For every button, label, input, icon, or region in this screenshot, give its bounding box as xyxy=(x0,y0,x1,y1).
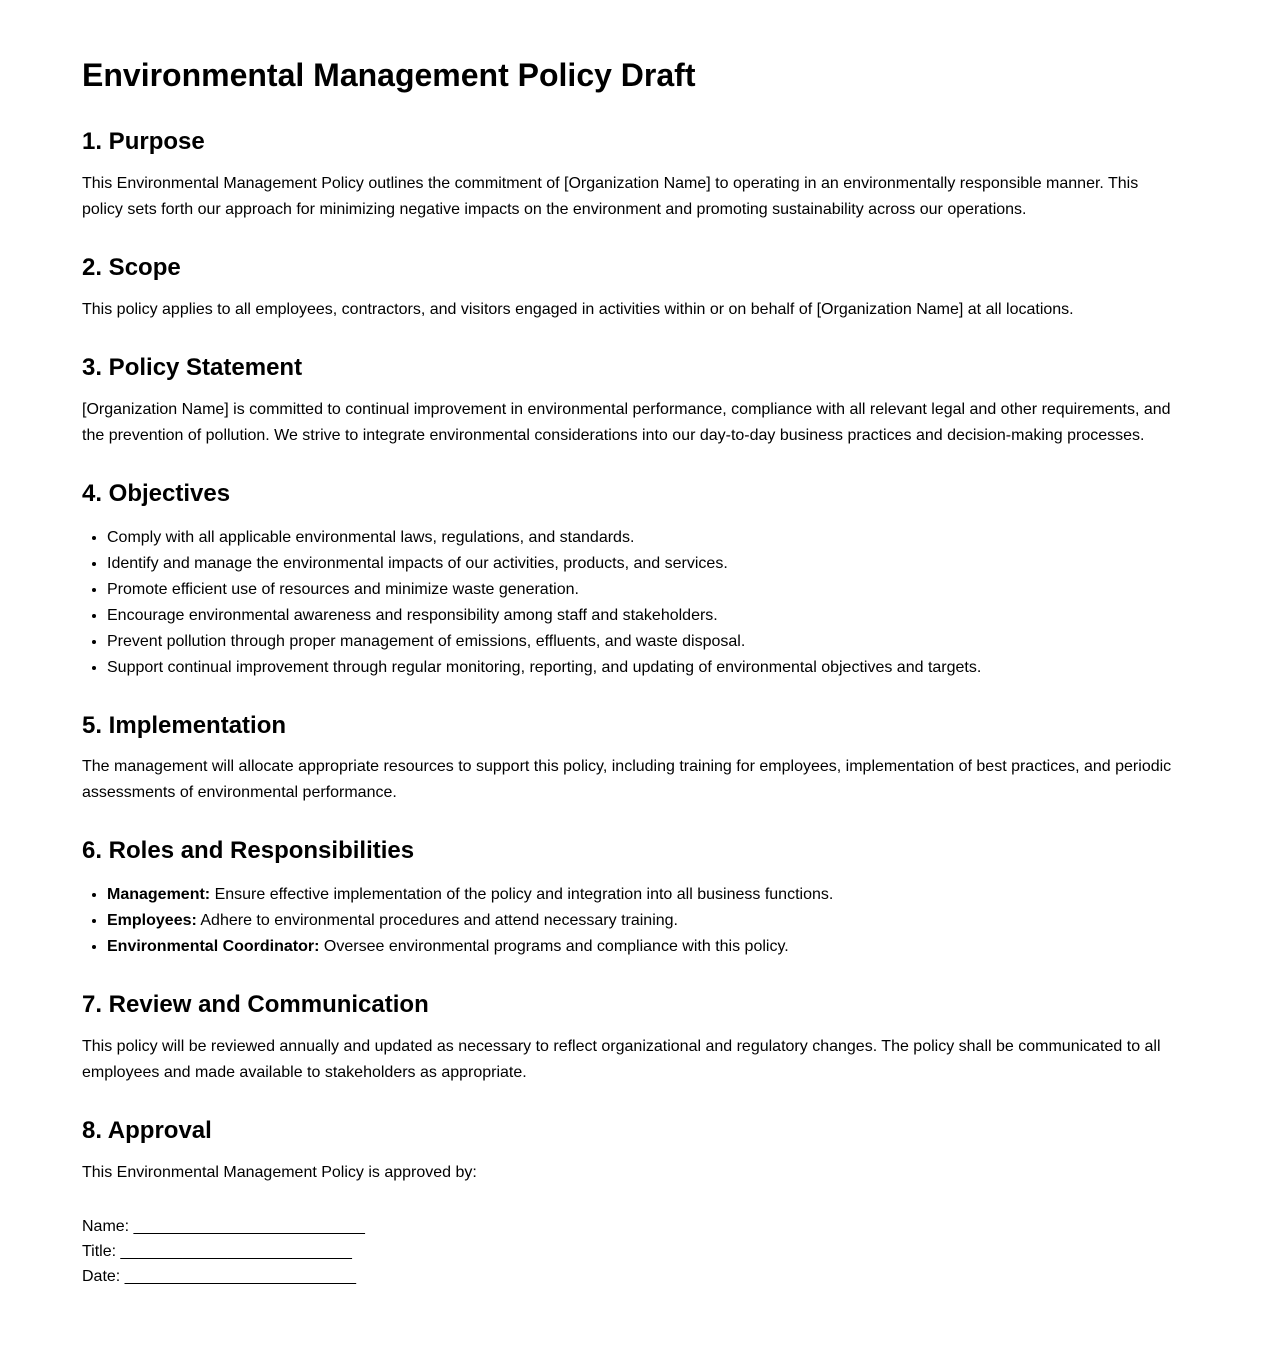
objectives-list-item: • Prevent pollution through proper management of emissions, effluents, and waste disposal. xyxy=(107,629,1180,655)
section-scope-heading: 2. Scope xyxy=(82,254,181,282)
role-label: Environmental Coordinator: xyxy=(107,938,320,956)
section-roles xyxy=(82,837,1180,960)
objectives-list-item: • Support continual improvement through regular monitoring, reporting, and updating of environmental objectives and targets. xyxy=(107,655,1180,681)
roles-list-item xyxy=(107,908,1180,934)
signature-line-name xyxy=(82,1214,1180,1239)
section-approval-heading: 8. Approval xyxy=(82,1116,212,1144)
objectives-list-item: • Comply with all applicable environmental laws, regulations, and standards. xyxy=(107,525,1180,551)
signature-label-date: Date: xyxy=(82,1267,125,1285)
role-label: Management: xyxy=(107,886,211,904)
section-objectives-heading: 4. Objectives xyxy=(82,479,231,507)
signature-label-name: Name: xyxy=(82,1217,134,1235)
section-review-paragraph: This policy will be reviewed annually and updated as necessary to reflect organizational and regulatory changes. The policy shall be communicated to all employees and made available to stakeholders as appropriate. xyxy=(82,1037,1161,1081)
signature-block xyxy=(82,1214,1180,1289)
section-approval-paragraph: This Environmental Management Policy is approved by: xyxy=(82,1163,477,1181)
signature-line-title xyxy=(82,1239,1180,1264)
roles-list xyxy=(82,882,1180,960)
document-title: Environmental Management Policy Draft xyxy=(82,57,696,93)
section-scope xyxy=(82,254,1180,323)
section-scope-paragraph: This policy applies to all employees, contractors, and visitors engaged in activities within or on behalf of [Organization Name] at all locations. xyxy=(82,300,1074,318)
section-purpose-paragraph: This Environmental Management Policy outlines the commitment of [Organization Name] to operating in an environmentally responsible manner. This policy sets forth our approach for minimizing negative impacts on the environment and promoting sustainability across our operations. xyxy=(82,175,1139,219)
section-implementation-heading: 5. Implementation xyxy=(82,711,287,739)
role-label: Employees: xyxy=(107,912,197,930)
section-roles-heading: 6. Roles and Responsibilities xyxy=(82,837,415,865)
section-policy-statement-paragraph: [Organization Name] is committed to continual improvement in environmental performance, compliance with all relevant legal and other requirements, and the prevention of pollution. We strive to integrate environmental considerations into our day-to-day business practices and decision-making processes. xyxy=(82,400,1171,444)
signature-underline-name: __________________________ xyxy=(133,1217,365,1235)
signature-underline-title: __________________________ xyxy=(120,1242,352,1260)
objectives-list-item: • Identify and manage the environmental impacts of our activities, products, and services. xyxy=(107,551,1180,577)
section-implementation-paragraph: The management will allocate appropriate resources to support this policy, including training for employees, implementation of best practices, and periodic assessments of environmental performance. xyxy=(82,758,1172,802)
objectives-list-item: • Promote efficient use of resources and minimize waste generation. xyxy=(107,577,1180,603)
objectives-list xyxy=(82,525,1180,681)
role-text: Adhere to environmental procedures and attend necessary training. xyxy=(196,912,678,930)
section-review xyxy=(82,991,1180,1086)
role-text: Oversee environmental programs and compliance with this policy. xyxy=(319,938,789,956)
section-objectives xyxy=(82,480,1180,681)
roles-list-item xyxy=(107,882,1180,908)
role-text: Ensure effective implementation of the policy and integration into all business functions. xyxy=(210,886,834,904)
section-policy-statement xyxy=(82,354,1180,449)
section-approval xyxy=(82,1117,1180,1289)
section-purpose-heading: 1. Purpose xyxy=(82,128,205,156)
signature-line-date xyxy=(82,1264,1180,1289)
section-policy-statement-heading: 3. Policy Statement xyxy=(82,353,303,381)
roles-list-item xyxy=(107,934,1180,960)
section-implementation xyxy=(82,712,1180,807)
objectives-list-item: • Encourage environmental awareness and responsibility among staff and stakeholders. xyxy=(107,603,1180,629)
section-review-heading: 7. Review and Communication xyxy=(82,991,429,1019)
signature-underline-date: __________________________ xyxy=(124,1267,357,1285)
signature-label-title: Title: xyxy=(82,1242,121,1260)
section-purpose xyxy=(82,128,1180,223)
